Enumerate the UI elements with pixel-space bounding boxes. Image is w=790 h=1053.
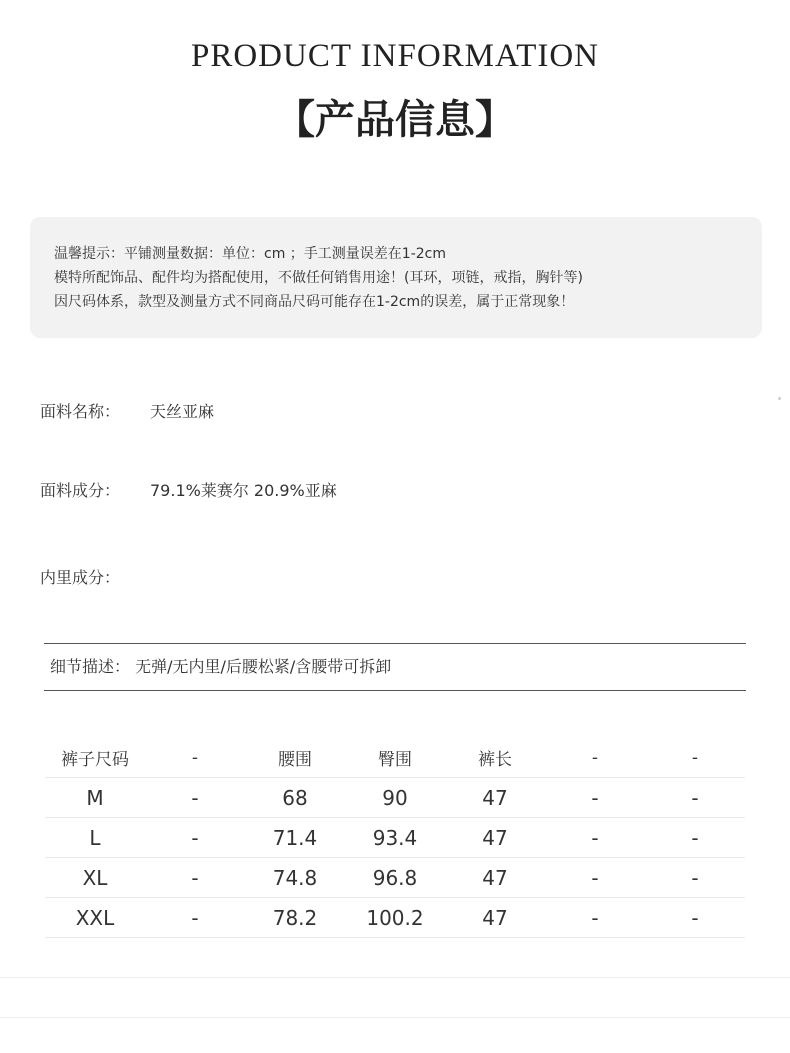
cell-hip: 96.8 (345, 858, 445, 898)
cell-waist: 71.4 (245, 818, 345, 858)
fabric-name-label: 面料名称： (40, 402, 121, 421)
cell-waist: 68 (245, 778, 345, 818)
fabric-composition-value: 79.1%莱赛尔 20.9%亚麻 (150, 481, 337, 500)
detail-description: 细节描述： 无弹/无内里/后腰松紧/含腰带可拆卸 (44, 643, 746, 691)
cell-waist: 78.2 (245, 898, 345, 938)
fabric-name-field (40, 399, 214, 422)
cell: - (545, 898, 645, 938)
notice-box (30, 217, 762, 338)
cell: - (645, 858, 745, 898)
cell-hip: 100.2 (345, 898, 445, 938)
header-hip: 臀围 (345, 738, 445, 778)
cell: - (145, 818, 245, 858)
cell: - (645, 898, 745, 938)
notice-line-measurement: 温馨提示：平铺测量数据：单位：cm ；手工测量误差在1-2cm (54, 246, 446, 262)
cell-size: L (45, 818, 145, 858)
table-row (45, 818, 745, 858)
fabric-name-value: 天丝亚麻 (150, 402, 215, 421)
decorative-dot (778, 397, 781, 400)
table-row (45, 858, 745, 898)
cell-waist: 74.8 (245, 858, 345, 898)
cell: - (145, 858, 245, 898)
cell-length: 47 (445, 898, 545, 938)
lining-composition-field (40, 565, 150, 588)
header-blank-2: - (545, 738, 645, 778)
cell-size: M (45, 778, 145, 818)
cell: - (545, 778, 645, 818)
cell-length: 47 (445, 818, 545, 858)
notice-line-size-error: 因尺码体系，款型及测量方式不同商品尺码可能存在1-2cm的误差，属于正常现象！ (54, 294, 575, 310)
cell: - (145, 778, 245, 818)
cell-size: XL (45, 858, 145, 898)
table-row (45, 778, 745, 818)
cell-hip: 93.4 (345, 818, 445, 858)
cell: - (145, 898, 245, 938)
header-blank-1: - (145, 738, 245, 778)
divider-line (0, 977, 790, 978)
size-table-header-row (45, 738, 745, 778)
cell-length: 47 (445, 858, 545, 898)
lining-composition-label: 内里成分： (40, 568, 121, 587)
title-english: PRODUCT INFORMATION (190, 38, 600, 74)
cell: - (545, 858, 645, 898)
divider-line (0, 1017, 790, 1018)
cell: - (645, 778, 745, 818)
fabric-composition-field (40, 478, 337, 501)
notice-line-accessories: 模特所配饰品、配件均为搭配使用，不做任何销售用途！(耳环，项链，戒指，胸针等) (54, 270, 583, 286)
cell: - (645, 818, 745, 858)
header-size: 裤子尺码 (45, 738, 145, 778)
header-length: 裤长 (445, 738, 545, 778)
cell-size: XXL (45, 898, 145, 938)
size-table (45, 738, 745, 938)
header-blank-3: - (645, 738, 745, 778)
fabric-composition-label: 面料成分： (40, 481, 121, 500)
cell-length: 47 (445, 778, 545, 818)
table-row (45, 898, 745, 938)
title-chinese: 【产品信息】 (275, 97, 515, 143)
cell: - (545, 818, 645, 858)
cell-hip: 90 (345, 778, 445, 818)
header-waist: 腰围 (245, 738, 345, 778)
